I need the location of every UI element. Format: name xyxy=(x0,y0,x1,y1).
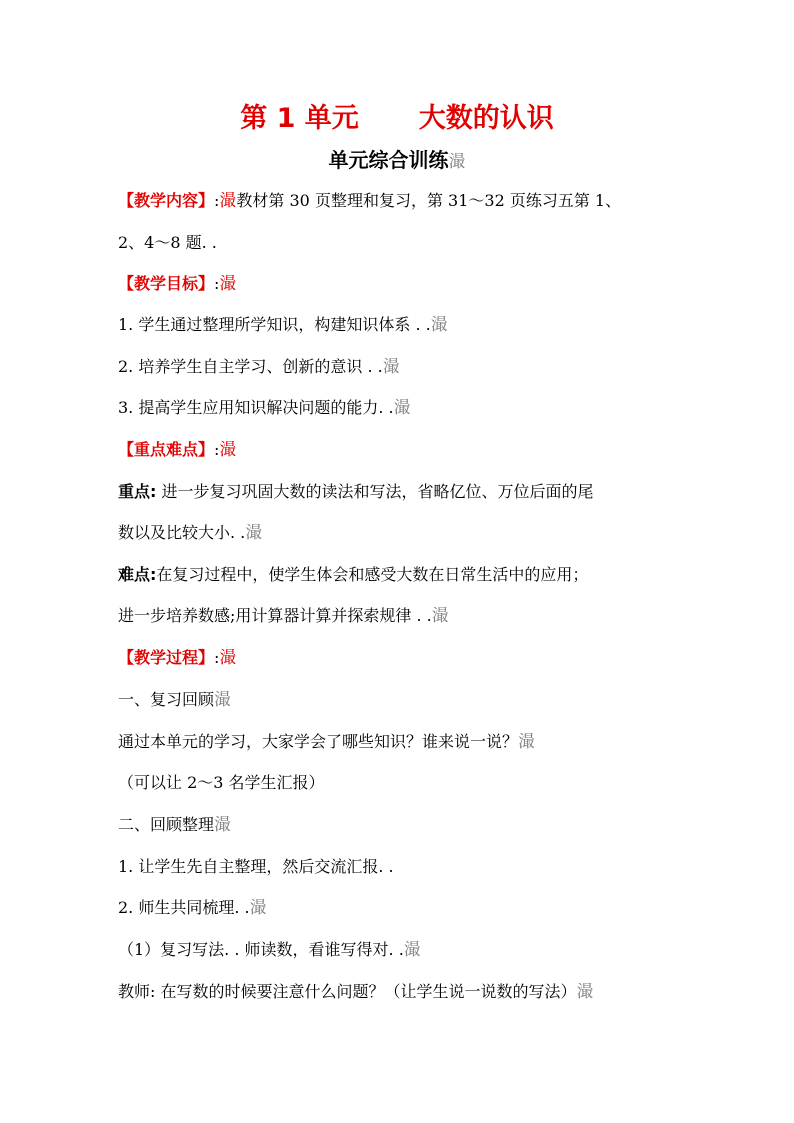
teacher-line: 教师: 在写数的时候要注意什么问题？（让学生说一说数的写法）㵊 xyxy=(118,982,594,1002)
review-question: 通过本单元的学习，大家学会了哪些知识？谁来说一说？㵊 xyxy=(118,732,536,752)
key-line-2: 数以及比较大小. .㵊 xyxy=(118,523,263,543)
section-label-content: 【教学内容】 xyxy=(118,191,215,210)
goal-heading: 【教学目标】:㵊 xyxy=(118,274,237,294)
content-line-1: 【教学内容】:㵊教材第 30 页整理和复习，第 31～32 页练习五第 1、 xyxy=(118,191,622,211)
unit-title xyxy=(0,101,794,137)
mark-glyph: 㵊 xyxy=(448,152,466,172)
goal-line-3: 3. 提高学生应用知识解决问题的能力. .㵊 xyxy=(118,398,411,418)
section-label-process: 【教学过程】 xyxy=(118,648,215,667)
unit-name: 大数的认识 xyxy=(418,103,554,134)
mark-glyph: 㵊 xyxy=(219,648,237,668)
review-note: （可以让 2～3 名学生汇报） xyxy=(118,773,325,792)
section-label-key: 【重点难点】 xyxy=(118,440,215,459)
mark-glyph: 㵊 xyxy=(219,440,237,460)
difficulty-line-2: 进一步培养数感;用计算器计算并探索规律 . .㵊 xyxy=(118,606,449,626)
teacher-label: 教师 xyxy=(118,982,151,1001)
lesson-subtitle: 单元综合训练㵊 xyxy=(328,148,466,172)
review-heading: 一、复习回顾㵊 xyxy=(118,690,232,710)
key-heading: 【重点难点】:㵊 xyxy=(118,440,237,460)
content-line-2: 2、4～8 题. . xyxy=(118,233,217,252)
arrange-line-2: 2. 师生共同梳理. .㵊 xyxy=(118,898,267,918)
process-heading: 【教学过程】:㵊 xyxy=(118,648,237,668)
goal-line-1: 1. 学生通过整理所学知识，构建知识体系 . .㵊 xyxy=(118,315,448,335)
unit-number: 第 1 单元 xyxy=(240,103,359,134)
arrange-line-1: 1. 让学生先自主整理，然后交流汇报. . xyxy=(118,857,394,876)
key-line-1: 重点: 进一步复习巩固大数的读法和写法，省略亿位、万位后面的尾 xyxy=(118,482,594,501)
arrange-line-3: （1）复习写法. . 师读数，看谁写得对. .㵊 xyxy=(118,940,421,960)
mark-glyph: 㵊 xyxy=(219,274,237,294)
arrange-heading: 二、回顾整理㵊 xyxy=(118,815,232,835)
difficulty-label: 难点: xyxy=(118,565,157,584)
key-label: 重点: xyxy=(118,482,157,501)
mark-glyph: 㵊 xyxy=(219,191,237,211)
section-label-goal: 【教学目标】 xyxy=(118,274,215,293)
goal-line-2: 2. 培养学生自主学习、创新的意识 . .㵊 xyxy=(118,357,400,377)
difficulty-line-1: 难点:在复习过程中，使学生体会和感受大数在日常生活中的应用； xyxy=(118,565,589,584)
